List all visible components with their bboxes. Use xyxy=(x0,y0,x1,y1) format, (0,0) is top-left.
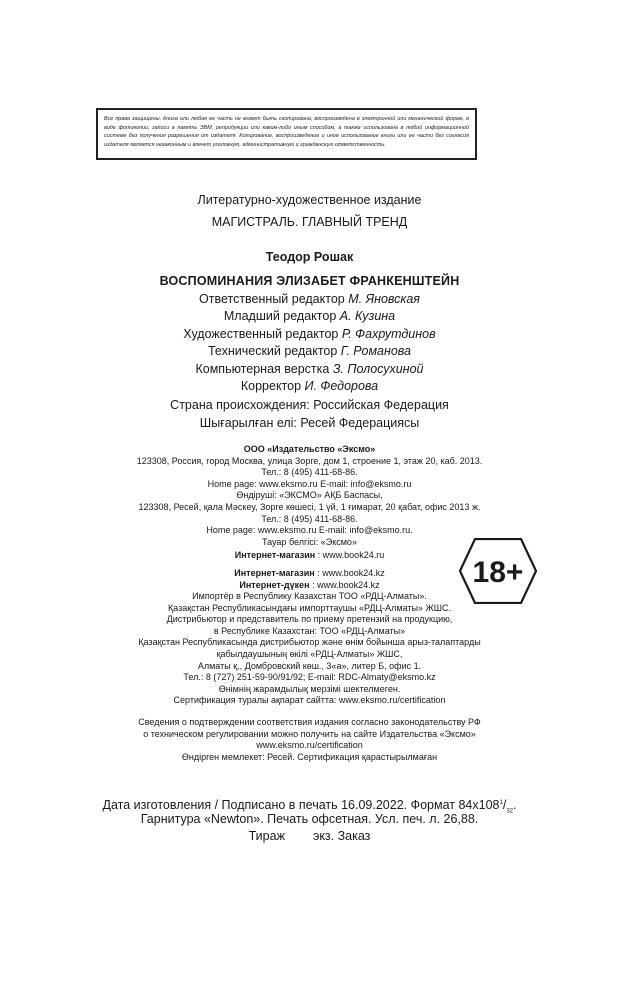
importer-line: Импортёр в Республику Казахстан ТОО «РДЦ-Алматы». xyxy=(192,591,427,601)
editor-line xyxy=(0,308,619,325)
publisher-line: Өндіруші: «ЭКСМО» АҚБ Баспасы, xyxy=(236,490,383,501)
editor-name: Р. Фахрутдинов xyxy=(341,326,436,341)
publisher-line: Home page: www.eksmo.ru E-mail: info@eksmo.ru xyxy=(207,478,412,489)
circulation-line: Тираж экз. Заказ xyxy=(248,829,371,843)
publisher-line: Тел.: 8 (495) 411-68-86. xyxy=(261,467,358,478)
publisher-info xyxy=(0,444,619,548)
editor-role: Ответственный редактор xyxy=(199,292,349,306)
editor-name: И. Федорова xyxy=(304,379,379,394)
publisher-line: Home page: www.eksmo.ru E-mail: info@eksmo.ru. xyxy=(206,525,413,536)
importer-line: Сертификация туралы ақпарат сайтта: www.eksmo.ru/certification xyxy=(173,695,446,706)
editor-line xyxy=(0,361,619,378)
importer-line: Өнімнің жарамдылық мерзімі шектелмеген. xyxy=(218,683,401,694)
certification-line: Сведения о подтверждении соответствия издания согласно законодательству РФ xyxy=(138,717,481,727)
certification-line: о техническом регулировании можно получить на сайте Издательства «Эксмо» xyxy=(143,728,476,739)
certification-line: Өндірген мемлекет: Ресей. Сертификация қарастырылмаған xyxy=(181,751,438,762)
editor-role: Компьютерная верстка xyxy=(195,361,333,376)
print-date-line: Дата изготовления / Подписано в печать 16.09.2022. Формат $84x108^1/_{32}$. xyxy=(102,798,517,815)
shop-kz: Интернет-магазин : www.book24.kz xyxy=(234,568,385,578)
importer-line: Тел.: 8 (727) 251-59-90/91/92; E-mail: RDC-Almaty@eksmo.kz xyxy=(183,672,436,683)
book-title: ВОСПОМИНАНИЯ ЭЛИЗАБЕТ ФРАНКЕНШТЕЙН xyxy=(159,274,460,288)
typeface-line: Гарнитура «Newton». Печать офсетная. Усл. печ. л. 26,88. xyxy=(140,812,479,826)
editor-line xyxy=(0,291,619,308)
publisher-line: ООО «Издательство «Эксмо» xyxy=(243,444,376,454)
editor-role: Младший редактор xyxy=(223,309,340,324)
publisher-line: 123308, Ресей, қала Мәскеу, Зорге көшесі, 1 үй, 1 ғимарат, 20 қабат, офис 2013 ж. xyxy=(138,501,481,512)
editor-name: З. Полосухиной xyxy=(332,361,424,376)
importer-line: в Республике Казахстан: ТОО «РДЦ-Алматы» xyxy=(213,625,406,636)
editor-name: А. Кузина xyxy=(339,309,396,324)
importer-line: қабылдаушының өкілі «РДЦ-Алматы» ЖШС, xyxy=(216,648,403,659)
editor-line xyxy=(0,326,619,343)
importer-line: Дистрибьютор и представитель по приему претензий на продукцию, xyxy=(166,614,453,625)
age-rating-text: 18+ xyxy=(472,556,524,589)
series-line: МАГИСТРАЛЬ. ГЛАВНЫЙ ТРЕНД xyxy=(211,215,408,229)
genre-line: Литературно-художественное издание xyxy=(197,193,422,207)
origin-kz: Шығарылған елі: Ресей Федерациясы xyxy=(199,416,420,430)
copyright-notice: Все права защищены. Книга или любая ее часть не может быть скопирована, воспроизведена в электронной или механической форме, в виде фотокопии, записи в память ЭВМ, репродукции или каким-либо иным способом, а также использована в любой информационной системе без получения разрешения от издателя. Копирование, воспроизведение и иное использование книги или ее части без согласия издателя является незаконным и влечет уголовную, административную и гражданскую ответственность. xyxy=(96,108,477,160)
importer-info xyxy=(0,591,619,707)
age-rating-badge xyxy=(459,538,537,604)
editor-name: Г. Романова xyxy=(340,344,411,359)
editors-list xyxy=(0,291,619,395)
shop-kz2: Интернет-дүкен : www.book24.kz xyxy=(239,579,380,590)
importer-line: Алматы қ., Домбровский көш., 3«а», литер Б, офис 1. xyxy=(197,660,422,671)
publisher-line: Тел.: 8 (495) 411-68-86. xyxy=(261,513,358,524)
certification-line: www.eksmo.ru/certification xyxy=(256,740,363,751)
editor-line xyxy=(0,378,619,395)
editor-name: М. Яновская xyxy=(348,292,420,306)
editor-line xyxy=(0,343,619,360)
importer-line: Қазақстан Республикасындағы импорттаушы «РДЦ-Алматы» ЖШС. xyxy=(167,602,452,613)
importer-line: Қазақстан Республикасында дистрибьютор және өнім бойынша арыз-талаптарды xyxy=(138,637,481,648)
shop-ru: Интернет-магазин : www.book24.ru xyxy=(234,550,385,560)
certification-info xyxy=(0,717,619,763)
editor-role: Корректор xyxy=(240,379,305,394)
publisher-line: 123308, Россия, город Москва, улица Зорге, дом 1, строение 1, этаж 20, каб. 2013. xyxy=(136,455,483,466)
editor-role: Художественный редактор xyxy=(183,326,342,341)
editor-role: Технический редактор xyxy=(207,344,341,359)
publisher-line: Тауар белгісі: «Эксмо» xyxy=(262,536,357,547)
author: Теодор Рошак xyxy=(265,250,354,264)
origin-ru: Страна происхождения: Российская Федерация xyxy=(170,398,449,412)
